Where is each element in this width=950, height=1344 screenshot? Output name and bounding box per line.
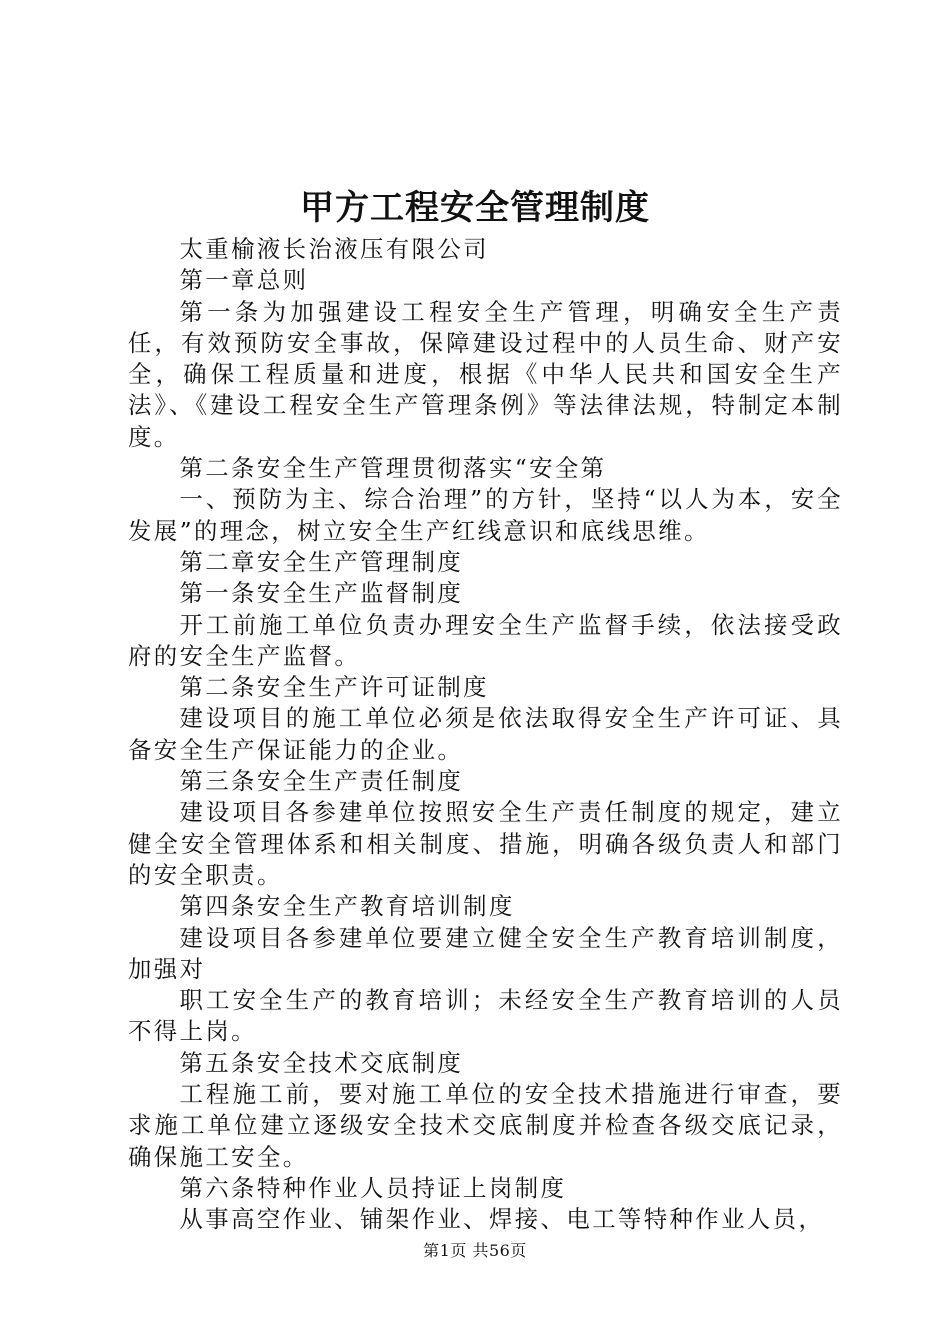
article-heading: 第三条安全生产责任制度 (179, 767, 464, 796)
article-heading: 第一条安全生产监督制度 (179, 579, 464, 608)
page-title: 甲方工程安全管理制度 (300, 188, 650, 228)
paragraph: 第一条为加强建设工程安全生产管理，明确安全生产责任，有效预防安全事故，保障建设过程中的人员生命、财产安全，确保工程质量和进度，根据《中华人民共和国安全生产法》、《建设工程安全生产管理条例》等法律法规，特制定本制度。 (128, 297, 843, 451)
chapter-heading: 第二章安全生产管理制度 (179, 547, 464, 576)
paragraph-company: 太重榆液长治液压有限公司 (179, 235, 489, 263)
paragraph: 工程施工前，要对施工单位的安全技术措施进行审查，要求施工单位建立逐级安全技术交底制度并检查各级交底记录，确保施工安全。 (128, 1080, 843, 1171)
article-heading: 第二条安全生产许可证制度 (179, 673, 489, 702)
paragraph: 建设项目的施工单位必须是依法取得安全生产许可证、具备安全生产保证能力的企业。 (128, 704, 843, 764)
paragraph: 从事高空作业、铺架作业、焊接、电工等特种作业人员， (179, 1205, 825, 1234)
page-footer: 第1页 共56页 (423, 1241, 527, 1260)
article-heading: 第四条安全生产教育培训制度 (179, 892, 515, 921)
chapter-heading: 第一章总则 (179, 266, 309, 295)
paragraph: 开工前施工单位负责办理安全生产监督手续，依法接受政府的安全生产监督。 (128, 610, 843, 670)
document-body (128, 234, 843, 1236)
paragraph: 职工安全生产的教育培训；未经安全生产教育培训的人员不得上岗。 (128, 986, 843, 1046)
article-heading: 第五条安全技术交底制度 (179, 1048, 464, 1077)
article-heading: 第六条特种作业人员持证上岗制度 (179, 1173, 567, 1202)
paragraph: 一、预防为主、综合治理”的方针，坚持“以人为本，安全发展”的理念，树立安全生产红线意识和底线思维。 (128, 485, 843, 545)
paragraph: 建设项目各参建单位要建立健全安全生产教育培训制度，加强对 (128, 923, 843, 983)
paragraph: 建设项目各参建单位按照安全生产责任制度的规定，建立健全安全管理体系和相关制度、措施，明确各级负责人和部门的安全职责。 (128, 798, 843, 889)
paragraph: 第二条安全生产管理贯彻落实“安全第 (179, 454, 607, 483)
